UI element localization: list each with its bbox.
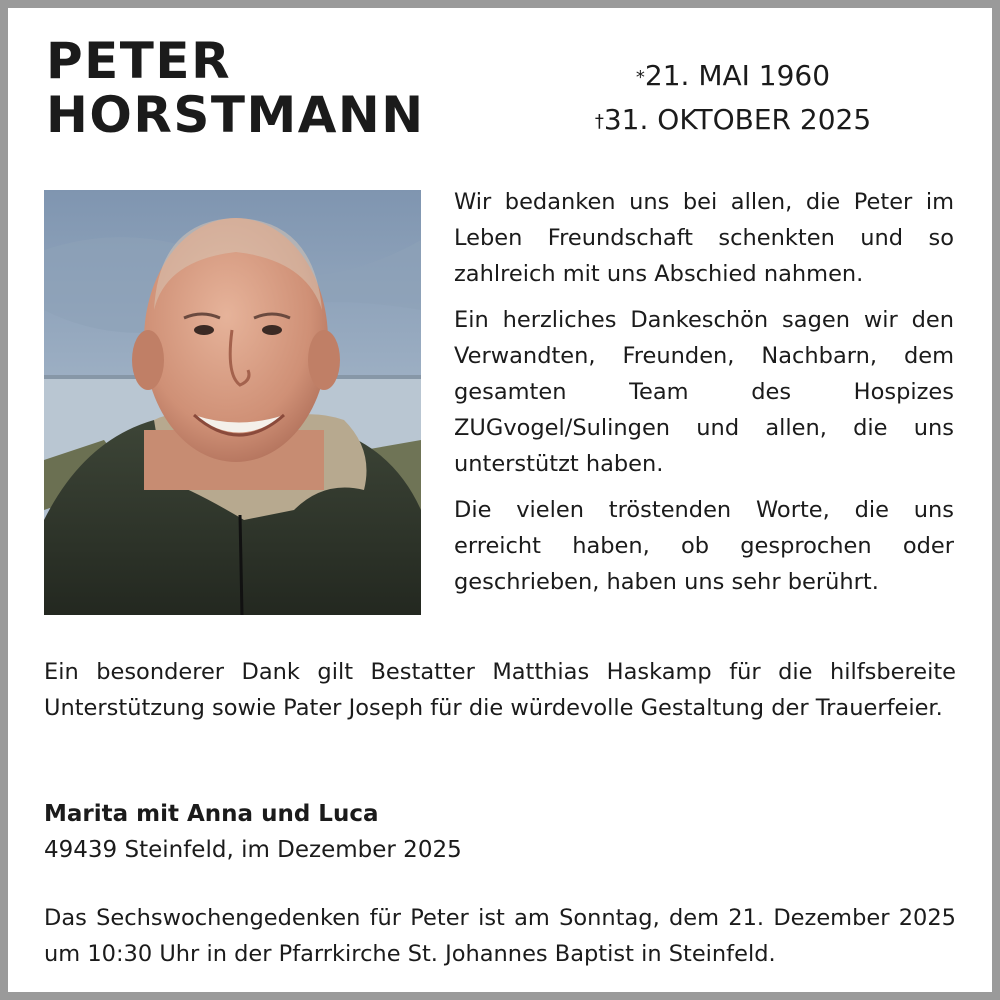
- birth-date-line: [568, 54, 898, 98]
- death-cross-icon: †: [594, 111, 604, 132]
- last-name: HORSTMANN: [46, 86, 425, 144]
- paragraph-thanks-relatives: Ein herzliches Dankeschön sagen wir den Verwandten, Freunden, Nachbarn, dem gesamten Team des Hospizes ZUGvogel/Sulingen und allen, die uns unterstützt haben.: [454, 307, 954, 477]
- death-date: 31. OKTOBER 2025: [603, 103, 872, 136]
- memorial-service-info: Das Sechswochengedenken für Peter ist am Sonntag, dem 21. Dezember 2025 um 10:30 Uhr in der Pfarrkirche St. Johannes Baptist in Steinfeld.: [44, 905, 956, 967]
- death-date-line: [568, 98, 898, 142]
- signature-block: [44, 796, 462, 868]
- deceased-name: [46, 34, 425, 142]
- life-dates: [568, 54, 898, 142]
- birth-date: 21. MAI 1960: [644, 59, 831, 92]
- birth-star-icon: *: [635, 67, 645, 88]
- paragraph-comforting-words: Die vielen tröstenden Worte, die uns erreicht haben, ob gesprochen oder geschrieben, haben uns sehr berührt.: [454, 497, 954, 595]
- paragraph-special-thanks: Ein besonderer Dank gilt Bestatter Matthias Haskamp für die hilfsbereite Unterstützung sowie Pater Joseph für die würdevolle Gestaltung der Trauerfeier.: [44, 659, 956, 721]
- signature-names: Marita mit Anna und Luca: [44, 801, 379, 827]
- thanks-text-column: [454, 184, 954, 610]
- obituary-notice: [8, 8, 992, 992]
- signature-place-date: 49439 Steinfeld, im Dezember 2025: [44, 837, 462, 863]
- paragraph-thanks-all: Wir bedanken uns bei allen, die Peter im Leben Freundschaft schenkten und so zahlreich mit uns Abschied nahmen.: [454, 189, 954, 287]
- first-name: PETER: [46, 32, 232, 90]
- portrait-photo: [44, 190, 421, 615]
